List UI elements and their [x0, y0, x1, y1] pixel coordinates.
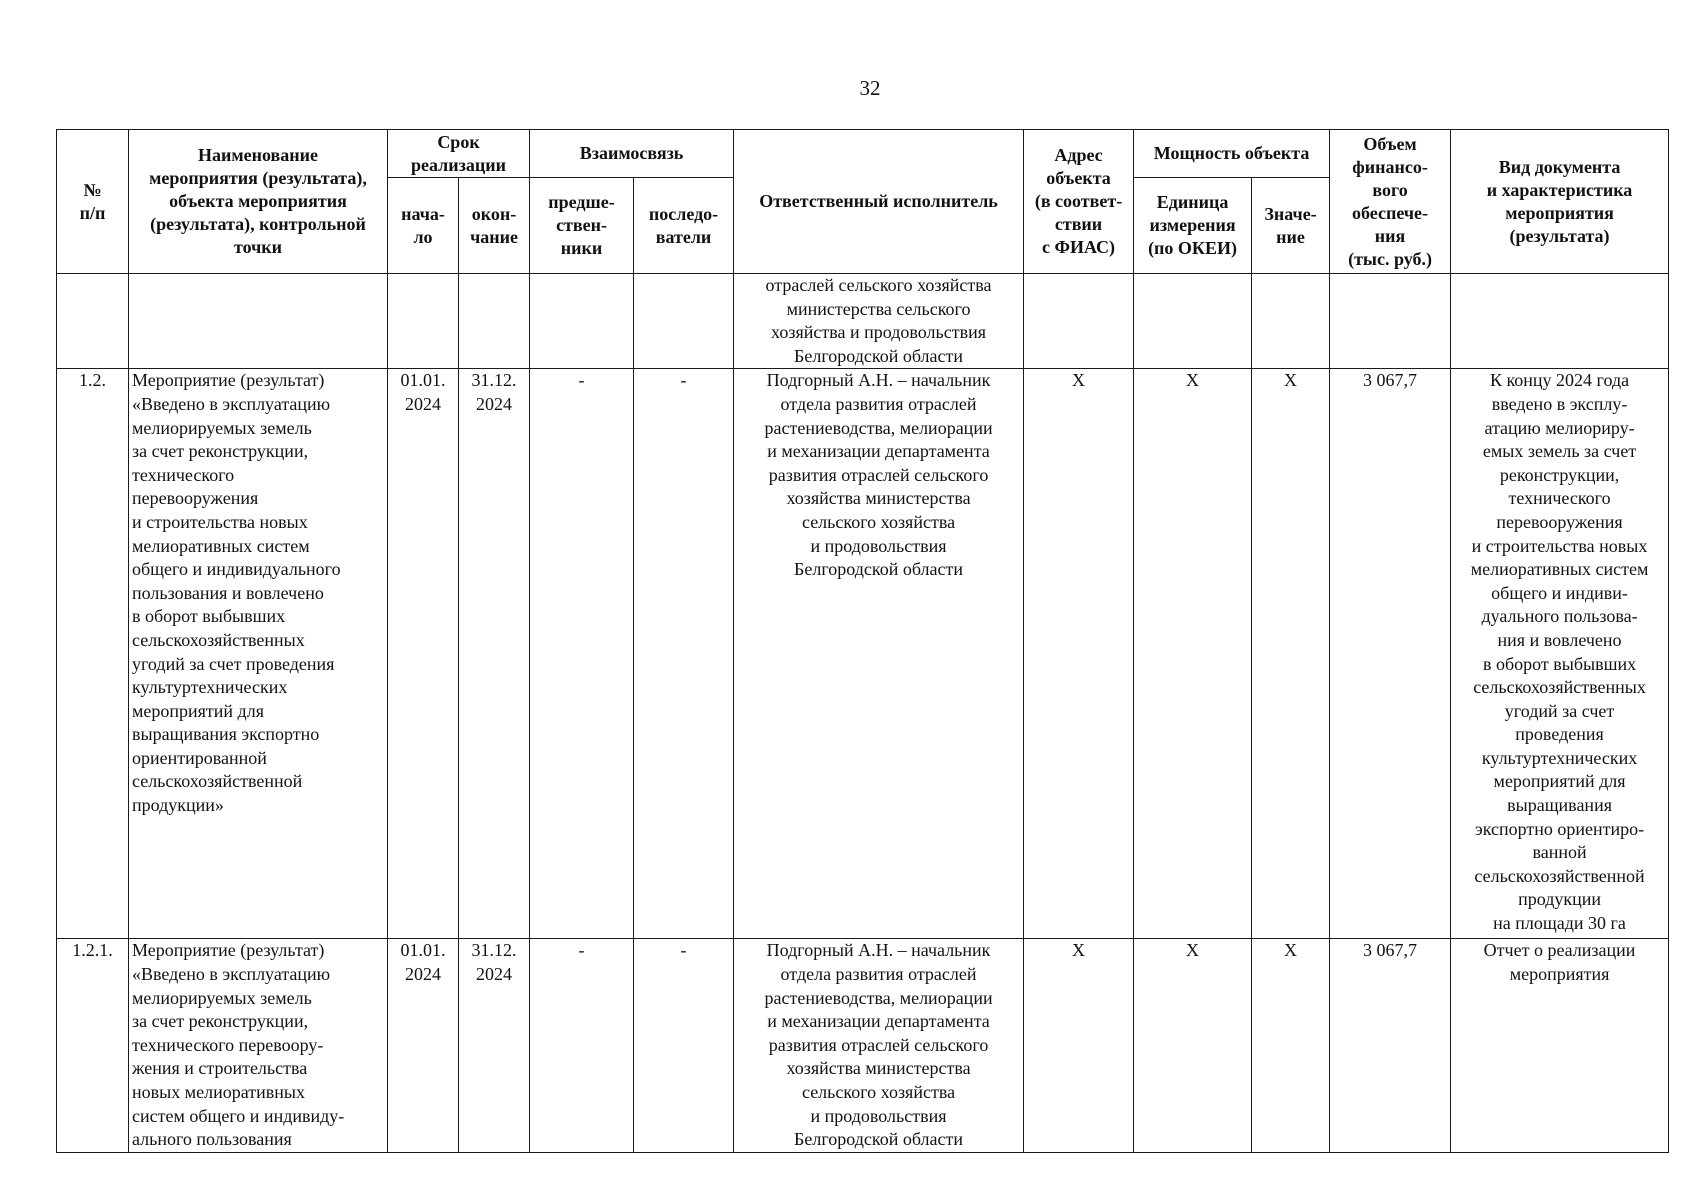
cell-end: 31.12. 2024	[459, 369, 530, 939]
table-row	[57, 369, 1669, 939]
cell-executor: Подгорный А.Н. – начальник отдела развития отраслей растениеводства, мелиорации и механизации департамента развития отраслей сельского хозяйства министерства сельского хозяйства и продовольствия Белгородской области	[734, 369, 1024, 939]
header-rel-prev: предше- ствен- ники	[530, 178, 634, 274]
cell-unit	[1134, 274, 1252, 369]
cell-value	[1252, 274, 1330, 369]
cell-prev	[530, 274, 634, 369]
cell-unit: X	[1134, 369, 1252, 939]
cell-name: Мероприятие (результат) «Введено в эксплуатацию мелиорируемых земель за счет реконструкции, технического перевоору- жения и строительства новых мелиоративных систем общего и индивиду- ального пользования	[129, 939, 388, 1152]
page-number: 32	[859, 76, 881, 100]
cell-value: X	[1252, 939, 1330, 1152]
cell-name: Мероприятие (результат) «Введено в эксплуатацию мелиорируемых земель за счет реконструкции, технического перевооружения и строительства новых мелиоративных систем общего и индивидуального пользования и вовлечено в оборот выбывших сельскохозяйственных угодий за счет проведения культуртехнических мероприятий для выращивания экспортно ориентированной сельскохозяйственной продукции»	[129, 369, 388, 939]
cell-prev: -	[530, 369, 634, 939]
header-num: № п/п	[57, 130, 129, 274]
cell-finance: 3 067,7	[1330, 939, 1451, 1152]
header-term-start: нача- ло	[388, 178, 459, 274]
header-relation: Взаимосвязь	[530, 130, 734, 178]
header-rel-next: последо- ватели	[634, 178, 734, 274]
cell-address: X	[1024, 369, 1134, 939]
cell-num: 1.2.1.	[57, 939, 129, 1152]
cell-end: 31.12. 2024	[459, 939, 530, 1152]
cell-address: X	[1024, 939, 1134, 1152]
cell-value: X	[1252, 369, 1330, 939]
header-executor: Ответственный исполнитель	[734, 130, 1024, 274]
cell-start: 01.01. 2024	[388, 369, 459, 939]
table-row	[57, 274, 1669, 369]
cell-name	[129, 274, 388, 369]
header-doc-type: Вид документа и характеристика мероприятия (результата)	[1451, 130, 1669, 274]
table-row	[57, 939, 1669, 1152]
cell-end	[459, 274, 530, 369]
header-term-end: окон- чание	[459, 178, 530, 274]
header-cap-unit: Единица измерения (по ОКЕИ)	[1134, 178, 1252, 274]
header-finance: Объем финансо- вого обеспече- ния (тыс. руб.)	[1330, 130, 1451, 274]
cell-unit: X	[1134, 939, 1252, 1152]
cell-start	[388, 274, 459, 369]
header-address: Адрес объекта (в соответ- ствии с ФИАС)	[1024, 130, 1134, 274]
cell-finance: 3 067,7	[1330, 369, 1451, 939]
cell-num	[57, 274, 129, 369]
cell-executor: отраслей сельского хозяйства министерства сельского хозяйства и продовольствия Белгородской области	[734, 274, 1024, 369]
cell-prev: -	[530, 939, 634, 1152]
cell-doc: К концу 2024 года введено в эксплу- атацию мелиориру- емых земель за счет реконструкции, технического перевооружения и строительства новых мелиоративных систем общего и индиви- дуального пользова- ния и вовлечено в оборот выбывших сельскохозяйственных угодий за счет проведения культуртехнических мероприятий для выращивания экспортно ориентиро- ванной сельскохозяйственной продукции на площади 30 га	[1451, 369, 1669, 939]
cell-doc	[1451, 274, 1669, 369]
header-name: Наименование мероприятия (результата), объекта мероприятия (результата), контрольной точки	[129, 130, 388, 274]
cell-next	[634, 274, 734, 369]
cell-finance	[1330, 274, 1451, 369]
cell-num: 1.2.	[57, 369, 129, 939]
header-term: Срок реализации	[388, 130, 530, 178]
cell-doc: Отчет о реализации мероприятия	[1451, 939, 1669, 1152]
header-capacity: Мощность объекта	[1134, 130, 1330, 178]
cell-address	[1024, 274, 1134, 369]
cell-next: -	[634, 369, 734, 939]
header-cap-value: Значе- ние	[1252, 178, 1330, 274]
activities-table	[56, 129, 1669, 1153]
cell-next: -	[634, 939, 734, 1152]
cell-start: 01.01. 2024	[388, 939, 459, 1152]
cell-executor: Подгорный А.Н. – начальник отдела развития отраслей растениеводства, мелиорации и механизации департамента развития отраслей сельского хозяйства министерства сельского хозяйства и продовольствия Белгородской области	[734, 939, 1024, 1152]
